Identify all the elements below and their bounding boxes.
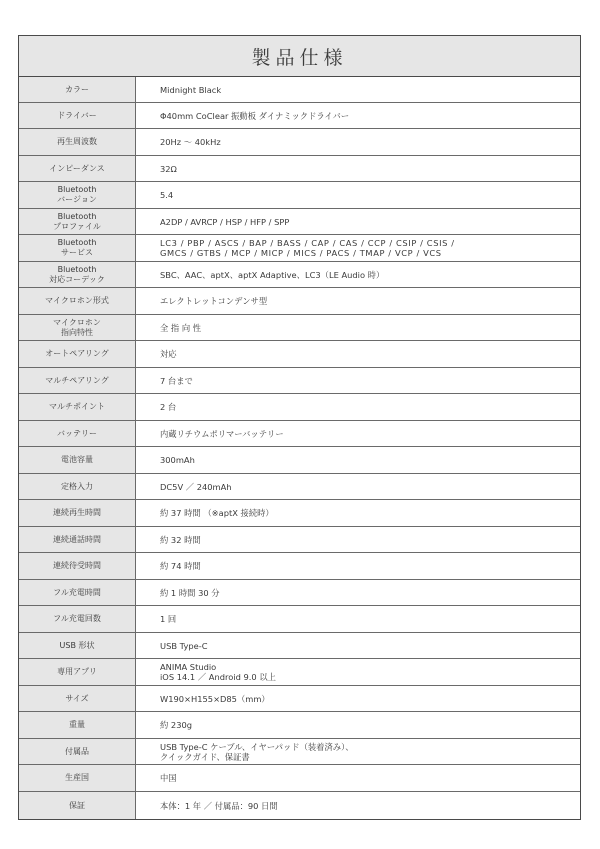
spec-row <box>19 288 580 315</box>
spec-value: 約 230g <box>160 720 193 730</box>
spec-value: 5.4 <box>160 190 174 200</box>
spec-value: USB Type-C <box>160 640 208 651</box>
spec-value: 約 74 時間 <box>160 561 201 571</box>
spec-value: ANIMA Studio iOS 14.1 ／ Android 9.0 以上 <box>160 662 276 682</box>
spec-label: 生産国 <box>19 765 136 791</box>
spec-value: 対応 <box>160 349 177 359</box>
spec-label: フル充電回数 <box>19 606 136 632</box>
spec-row <box>19 765 580 792</box>
spec-row <box>19 209 580 235</box>
spec-label: カラー <box>19 77 136 102</box>
spec-label: オートペアリング <box>19 341 136 367</box>
spec-value: 全 指 向 性 <box>160 322 202 333</box>
spec-label: Bluetooth サービス <box>19 235 136 261</box>
spec-label: 定格入力 <box>19 474 136 499</box>
spec-label: マイクロホン 指向特性 <box>19 315 136 340</box>
spec-row <box>19 474 580 500</box>
spec-label: 専用アプリ <box>19 659 136 685</box>
spec-row <box>19 686 580 712</box>
spec-label: 電池容量 <box>19 447 136 473</box>
spec-value: 約 32 時間 <box>160 534 201 545</box>
spec-label: 連続待受時間 <box>19 553 136 579</box>
spec-row <box>19 421 580 447</box>
spec-label: マルチポイント <box>19 394 136 420</box>
spec-label: 連続再生時間 <box>19 500 136 526</box>
spec-row <box>19 553 580 580</box>
spec-value: USB Type-C ケーブル、イヤーパッド（装着済み）、 クイックガイド、保証書 <box>160 741 354 762</box>
spec-label: USB 形状 <box>19 633 136 658</box>
spec-value: 2 台 <box>160 402 177 412</box>
spec-value: Midnight Black <box>160 84 222 95</box>
spec-row <box>19 394 580 421</box>
spec-row <box>19 341 580 368</box>
spec-row <box>19 129 580 156</box>
spec-label: 保証 <box>19 792 136 819</box>
spec-table <box>18 35 581 820</box>
spec-row <box>19 580 580 606</box>
spec-value: 約 37 時間 （※aptX 接続時） <box>160 508 274 518</box>
spec-label: バッテリー <box>19 421 136 446</box>
spec-row <box>19 156 580 182</box>
spec-label: Bluetooth 対応コーデック <box>19 262 136 287</box>
spec-row <box>19 315 580 341</box>
spec-label: Bluetooth バージョン <box>19 182 136 208</box>
spec-row <box>19 500 580 527</box>
spec-label: インピーダンス <box>19 156 136 181</box>
spec-value: W190×H155×D85（mm） <box>160 693 270 704</box>
spec-value: LC3 / PBP / ASCS / BAP / BASS / CAP / CAS / CCP / CSIP / CSIS / GMCS / GTBS / MCP / MICP / MICS / PACS / TMAP / VCP / VCS <box>160 238 455 258</box>
spec-value: DC5V ／ 240mAh <box>160 481 232 492</box>
spec-label: ドライバー <box>19 103 136 128</box>
spec-value: 本体：1 年 ／ 付属品：90 日間 <box>160 800 278 811</box>
spec-value: Φ40mm CoClear 振動板 ダイナミックドライバー <box>160 110 350 121</box>
spec-label: フル充電時間 <box>19 580 136 605</box>
spec-row <box>19 527 580 553</box>
spec-label: 付属品 <box>19 739 136 764</box>
spec-row <box>19 606 580 633</box>
spec-value: 300mAh <box>160 455 195 465</box>
spec-value: 中国 <box>160 773 177 783</box>
spec-value: SBC、AAC、aptX、aptX Adaptive、LC3（LE Audio 時） <box>160 269 385 280</box>
spec-value: 1 回 <box>160 614 177 624</box>
spec-value: エレクトレットコンデンサ型 <box>160 296 268 306</box>
spec-label: 連続通話時間 <box>19 527 136 552</box>
page-title: 製品仕様 <box>19 36 580 77</box>
spec-row <box>19 792 580 819</box>
spec-row <box>19 77 580 103</box>
spec-row <box>19 182 580 209</box>
spec-value: 32Ω <box>160 163 177 174</box>
spec-label: Bluetooth プロファイル <box>19 209 136 234</box>
spec-row <box>19 739 580 765</box>
spec-row <box>19 235 580 262</box>
spec-label: 再生周波数 <box>19 129 136 155</box>
spec-rows <box>19 77 580 819</box>
spec-value: 約 1 時間 30 分 <box>160 587 220 598</box>
spec-value: 7 台まで <box>160 375 193 386</box>
spec-row <box>19 447 580 474</box>
spec-row <box>19 103 580 129</box>
spec-value: 内蔵リチウムポリマーバッテリー <box>160 428 284 439</box>
spec-row <box>19 712 580 739</box>
spec-row <box>19 659 580 686</box>
spec-row <box>19 633 580 659</box>
spec-label: マイクロホン形式 <box>19 288 136 314</box>
spec-value: 20Hz 〜 40kHz <box>160 137 221 147</box>
spec-label: サイズ <box>19 686 136 711</box>
spec-row <box>19 368 580 394</box>
spec-row <box>19 262 580 288</box>
spec-label: マルチペアリング <box>19 368 136 393</box>
spec-label: 重量 <box>19 712 136 738</box>
spec-value: A2DP / AVRCP / HSP / HFP / SPP <box>160 216 290 227</box>
